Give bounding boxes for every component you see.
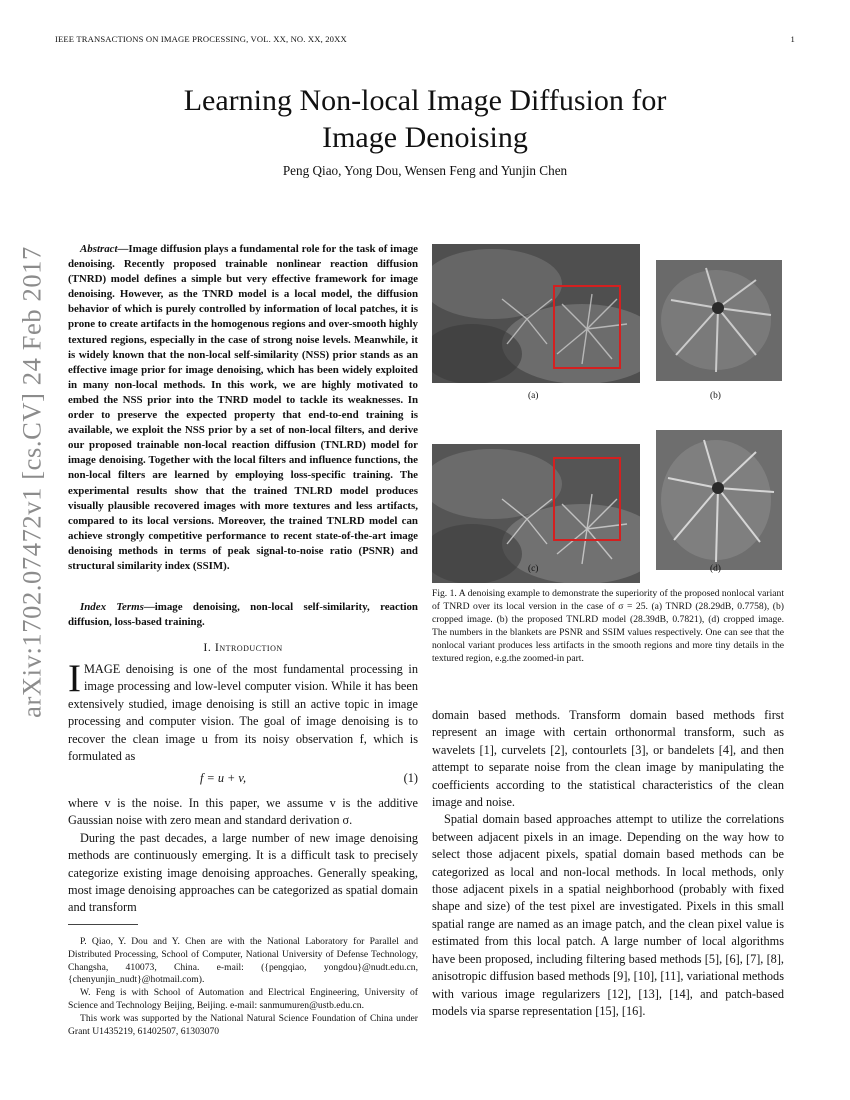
abstract-label: Abstract: [80, 243, 118, 255]
index-terms-text: —image denoising, non-local self-similarity, reaction diffusion, loss-based training.: [68, 601, 418, 629]
footnote-1: P. Qiao, Y. Dou and Y. Chen are with the National Laboratory for Parallel and Distributed Processing, School of Computer, National University of Defense Technology, Changsha, 410073, China. e-mail: ({pengqiao, yongdou}@nudt.edu.cn, {chenyunjin_nudt}@hotmail.com).: [68, 936, 418, 986]
journal-name: IEEE TRANSACTIONS ON IMAGE PROCESSING, VOL. XX, NO. XX, 20XX: [55, 34, 347, 44]
paper-title: [70, 82, 780, 156]
cropped-image-b: [656, 260, 782, 381]
figure-image-d: [656, 430, 782, 570]
figure-image-b: [656, 260, 782, 381]
footnote-rule: [68, 924, 138, 925]
intro-paragraph-1: [68, 657, 418, 765]
denoised-full-image-c: [432, 444, 640, 583]
footnote-2: W. Feng is with School of Automation and Electrical Engineering, University of Science and Technology Beijing, Beijing. e-mail: sanmumuren@ustb.edu.cn.: [68, 987, 418, 1011]
index-terms: [68, 600, 418, 630]
arxiv-id: arXiv:1702.07472v1 [cs.CV] 24 Feb 2017: [16, 246, 47, 718]
intro-paragraphs: [68, 795, 418, 917]
title-line-2: Image Denoising: [322, 121, 528, 154]
abstract-text: —Image diffusion plays a fundamental role for the task of image denoising. Recently proposed trainable nonlinear reaction diffusion (TNRD) model defines a simple but very effective framework for image denoising. However, as the TNRD model is a local model, the diffusion behavior of which is purely controlled by information of local patches, it is prone to create artifacts in the homogenous regions and over-smooth highly textured regions, especially in the case of strong noise levels. Meanwhile, it is widely known that the non-local self-similarity (NSS) prior stands as an effective image prior for image denoising, which has been widely exploited in many non-local methods. In this work, we are highly motivated to embed the NSS prior into the TNRD model to tackle its weaknesses. In order to preserve the expected property that end-to-end training is available, we exploit the NSS prior by a set of non-local filters, and derive our proposed trainable non-local reaction diffusion (TNLRD) model for image denoising. Together with the local filters and influence functions, the non-local filters are learned by employing loss-specific training. The experimental results show that the trained TNLRD model produces visually plausible recovered images with more textures and less artifacts, compared to its local versions. Moreover, the trained TNLRD model can achieve strongly competitive performance to recent state-of-the-art image denoising methods in terms of peak signal-to-noise ratio (PSNR) and structural similarity index (SSIM).: [68, 243, 418, 572]
equation-1: [68, 771, 418, 791]
footnotes: [68, 936, 418, 1038]
section-heading: [68, 640, 418, 655]
figure-1: [432, 244, 784, 584]
denoised-full-image-a: [432, 244, 640, 383]
equation-formula: f = u + v,: [199, 771, 247, 785]
drop-cap: I: [68, 657, 81, 700]
equation-number: (1): [403, 771, 418, 785]
arxiv-stamp: [8, 246, 56, 718]
cropped-image-d: [656, 430, 782, 570]
intro-text-1: MAGE denoising is one of the most fundamental processing in image processing and low-level computer vision. While it has been extensively studied, image denoising is still an active topic in image processing and computer vision. The goal of image denoising is to recover the clean image u from its noisy observation f, which is formulated as: [68, 662, 418, 764]
figure-image-a: [432, 244, 640, 383]
intro-text-2: where v is the noise. In this paper, we assume v is the additive Gaussian noise with zero mean and standard derivation σ.: [68, 796, 418, 828]
right-paragraph-2: Spatial domain based approaches attempt to utilize the correlations between adjacent pixels in an image. Depending on the way how to select those adjacent pixels, spatial domain based methods can be categorized as local and non-local methods. In local methods, only those adjacent pixels in a spatial neighborhood (probably with fixed shape and size) of the test pixel are investigated. Pixels in this small spatial range are named as an image patch, and the clean pixel value is estimated from this local patch. A large number of local algorithms have been proposed, including filtering based methods [5], [6], [7], [8], anisotropic diffusion based methods [9], [10], [11], variational methods with various image regularizers [12], [13], [14], and patch-based models via sparse representation [15], [16].: [432, 812, 784, 1018]
label-c: (c): [528, 564, 539, 574]
index-terms-label: Index Terms: [80, 601, 144, 613]
figure-caption: Fig. 1. A denoising example to demonstrate the superiority of the proposed nonlocal variant of TNRD over its local version in the case of σ = 25. (a) TNRD (28.29dB, 0.7758), (b) cropped image. (b) the proposed TNLRD model (28.39dB, 0.7821), (d) cropped image. The numbers in the blankets are PSNR and SSIM values respectively. One can see that the nonlocal variant produces less artifacts in the smooth regions and more tiny details in the textured region, e.g.the zoomed-in part.: [432, 588, 784, 664]
footnote-3: This work was supported by the National Natural Science Foundation of China under Grant U1435219, 61402507, 61303070: [68, 1012, 418, 1037]
section-title: Introduction: [214, 640, 283, 654]
intro-text-3: During the past decades, a large number of new image denoising methods are continuously emerging. It is a difficult task to precisely categorize existing image denoising approaches. Generally speaking, most image denoising approaches can be categorized as spatial domain and transform: [68, 830, 418, 915]
label-d: (d): [710, 564, 721, 574]
title-line-1: Learning Non-local Image Diffusion for: [183, 84, 667, 117]
abstract: [68, 242, 418, 574]
right-column-text: [432, 707, 784, 1020]
page-number: 1: [790, 34, 795, 44]
section-number: I.: [203, 640, 212, 654]
author-list: Peng Qiao, Yong Dou, Wensen Feng and Yunjin Chen: [282, 163, 568, 178]
figure-image-c: [432, 444, 640, 583]
running-header: [55, 34, 795, 44]
right-paragraph-1: domain based methods. Transform domain based methods first represent an image with certain orthonormal transform, such as wavelets [1], curvelets [2], contourlets [3], or bandelets [4], and then attempt to separate noise from the clean image by manipulating the coefficients according to the statistical characteristics of the clean image and noise.: [432, 708, 784, 810]
label-a: (a): [528, 391, 539, 401]
label-b: (b): [710, 391, 721, 401]
